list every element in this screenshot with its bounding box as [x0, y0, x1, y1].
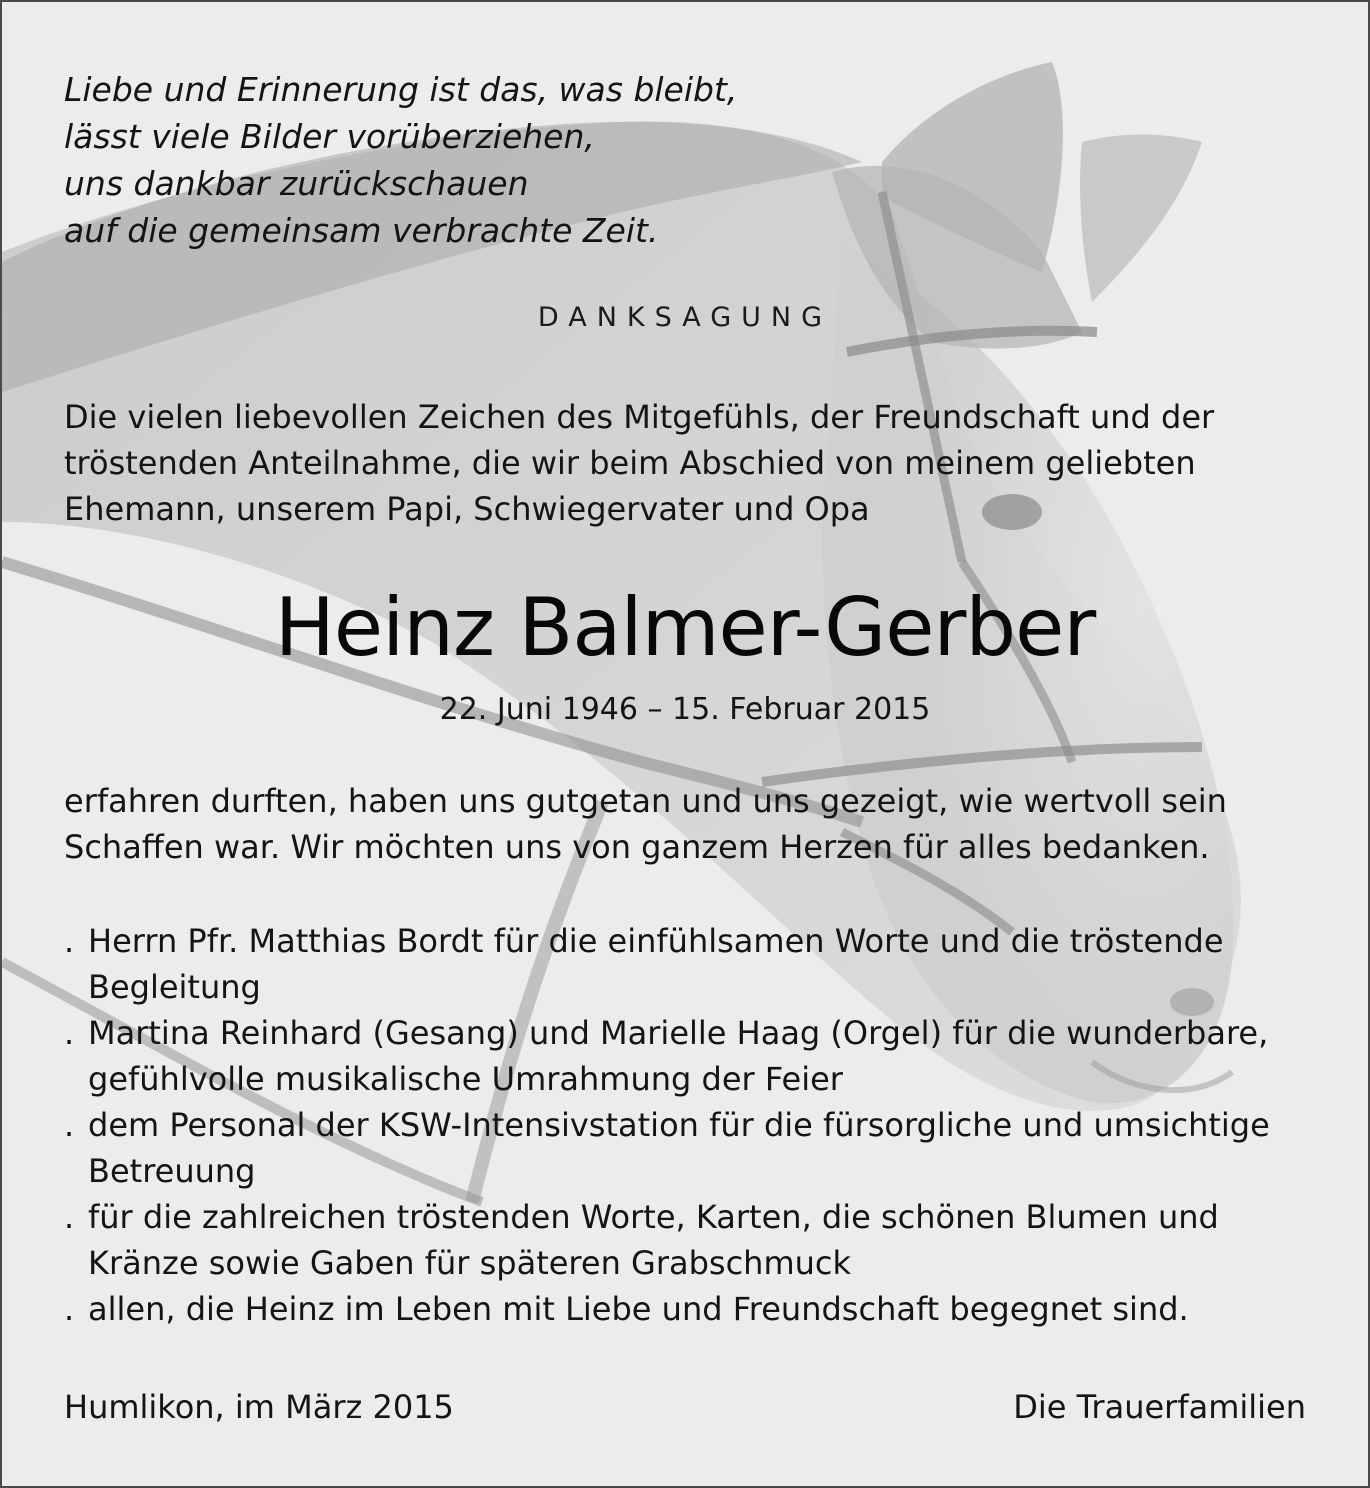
paragraph-line: Schaffen war. Wir möchten uns von ganzem Herzen für alles bedanken. [64, 828, 1210, 866]
list-item [64, 1286, 1324, 1332]
list-item-line: Herrn Pfr. Matthias Bordt für die einfühlsamen Worte und die tröstende [88, 922, 1224, 960]
poem-line: Liebe und Erinnerung ist das, was bleibt, [64, 70, 738, 109]
list-item-line: Begleitung [88, 968, 261, 1006]
paragraph-line: Die vielen liebevollen Zeichen des Mitgefühls, der Freundschaft und der [64, 398, 1215, 436]
list-item-line: allen, die Heinz im Leben mit Liebe und Freundschaft begegnet sind. [88, 1290, 1189, 1328]
poem-line: lässt viele Bilder vorüberziehen, [64, 117, 595, 156]
poem [64, 66, 737, 254]
obituary-content [2, 2, 1368, 1486]
poem-line: uns dankbar zurückschauen [64, 164, 529, 203]
thanks-list [64, 918, 1324, 1332]
heading-danksagung: DANKSAGUNG [537, 302, 833, 333]
bullet-dot: . [64, 1106, 75, 1144]
list-item [64, 1010, 1324, 1102]
list-item-line: Betreuung [88, 1152, 256, 1190]
paragraph-line: Ehemann, unserem Papi, Schwiegervater und Opa [64, 490, 870, 528]
list-item [64, 918, 1324, 1010]
list-item [64, 1194, 1324, 1286]
list-item [64, 1102, 1324, 1194]
intro-paragraph [64, 394, 1314, 532]
list-item-line: Martina Reinhard (Gesang) und Marielle Haag (Orgel) für die wunderbare, [88, 1014, 1269, 1052]
deceased-name: Heinz Balmer-Gerber [274, 581, 1096, 674]
bullet-dot: . [64, 1014, 75, 1052]
list-item-line: für die zahlreichen tröstenden Worte, Karten, die schönen Blumen und [88, 1198, 1219, 1236]
paragraph-line: tröstenden Anteilnahme, die wir beim Abschied von meinem geliebten [64, 444, 1196, 482]
signature: Die Trauerfamilien [1013, 1388, 1306, 1426]
body-paragraph [64, 778, 1314, 870]
poem-line: auf die gemeinsam verbrachte Zeit. [64, 211, 659, 250]
bullet-dot: . [64, 922, 75, 960]
bullet-dot: . [64, 1290, 75, 1328]
paragraph-line: erfahren durften, haben uns gutgetan und uns gezeigt, wie wertvoll sein [64, 782, 1227, 820]
bullet-dot: . [64, 1198, 75, 1236]
place-and-date: Humlikon, im März 2015 [64, 1388, 454, 1426]
list-item-line: gefühlvolle musikalische Umrahmung der Feier [88, 1060, 843, 1098]
life-dates: 22. Juni 1946 – 15. Februar 2015 [439, 692, 931, 727]
list-item-line: dem Personal der KSW-Intensivstation für die fürsorgliche und umsichtige [88, 1106, 1270, 1144]
list-item-line: Kränze sowie Gaben für späteren Grabschmuck [88, 1244, 852, 1282]
